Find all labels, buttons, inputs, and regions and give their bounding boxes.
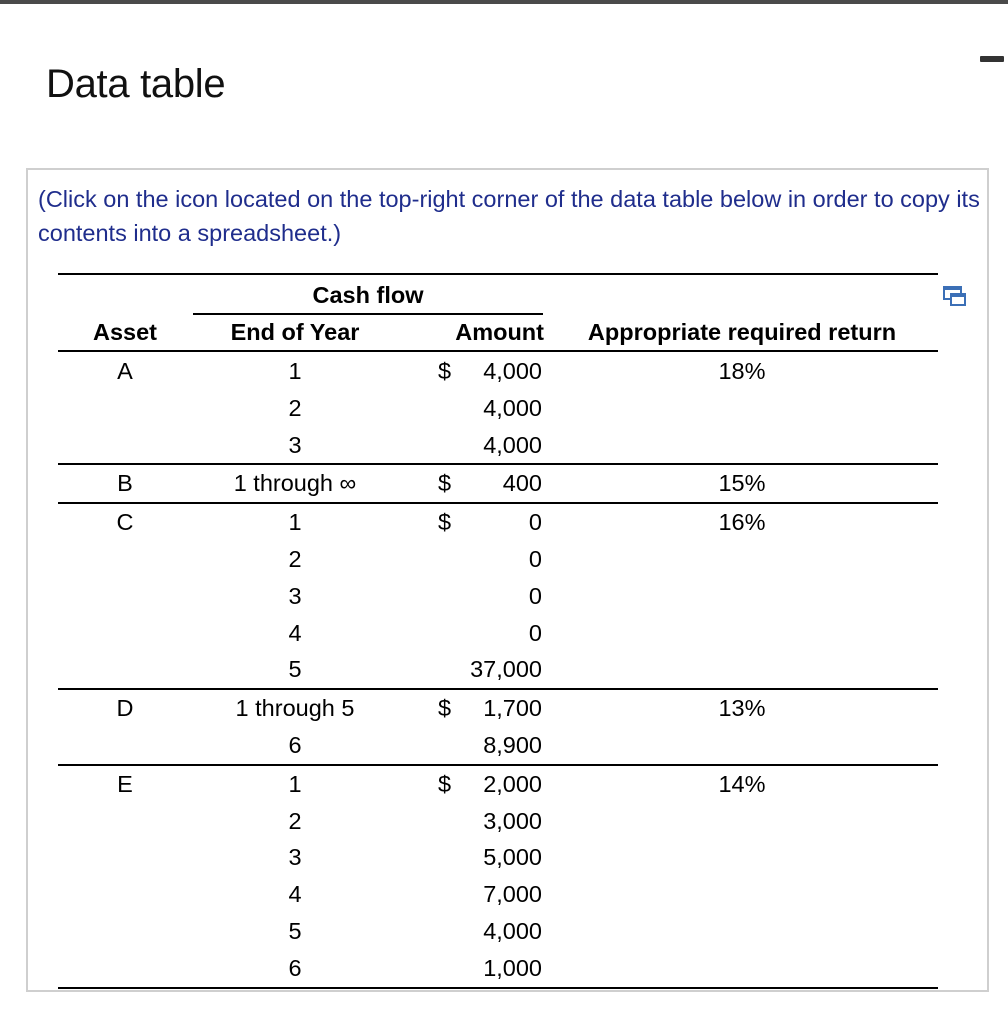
amount-cell: 8,900	[483, 732, 542, 758]
amount-cell: 4,000	[483, 394, 542, 421]
end-of-year-cell: 2	[288, 546, 302, 572]
header-asset: Asset	[92, 319, 157, 345]
end-of-year-cell: 1	[288, 509, 302, 536]
end-of-year-cell: 6	[288, 732, 302, 758]
end-of-year-cell: 1	[288, 770, 302, 797]
group-rule	[58, 764, 938, 766]
dollar-sign: $	[438, 770, 452, 797]
end-of-year-cell: 5	[288, 656, 302, 683]
end-of-year-cell: 3	[288, 431, 302, 458]
dollar-sign: $	[438, 358, 452, 384]
amount-cell: 5,000	[483, 844, 542, 871]
amount-cell: 2,000	[483, 770, 542, 797]
amount-cell: 400	[502, 470, 542, 497]
amount-cell: 4,000	[483, 358, 542, 384]
header-end-of-year: End of Year	[230, 319, 360, 345]
amount-cell: 0	[528, 582, 542, 609]
cash-flow-underline	[193, 313, 543, 315]
end-of-year-cell: 1	[288, 358, 302, 384]
amount-cell: 7,000	[483, 881, 542, 908]
group-rule	[58, 502, 938, 504]
asset-label: A	[117, 358, 133, 384]
table-top-rule	[58, 273, 938, 275]
amount-cell: 1,700	[483, 695, 542, 722]
minimize-button[interactable]	[980, 56, 1004, 62]
required-return-cell: 14%	[718, 770, 766, 797]
end-of-year-cell: 3	[288, 844, 302, 871]
end-of-year-cell: 3	[288, 582, 302, 609]
required-return-cell: 13%	[718, 695, 766, 722]
asset-label: C	[116, 509, 134, 536]
dollar-sign: $	[438, 509, 452, 536]
header-amount: Amount	[455, 319, 544, 345]
end-of-year-cell: 4	[288, 881, 302, 908]
end-of-year-cell: 2	[288, 807, 302, 834]
group-rule	[58, 688, 938, 690]
amount-cell: 0	[528, 509, 542, 536]
instructions-text: (Click on the icon located on the top-right corner of the data table below in order to copy its contents into a spreadsheet.)	[38, 186, 980, 246]
cash-flow-group-header: Cash flow	[312, 282, 424, 308]
end-of-year-cell: 1 through 5	[235, 695, 355, 722]
header-rule	[58, 350, 938, 352]
amount-cell: 4,000	[483, 431, 542, 458]
amount-cell: 0	[528, 619, 542, 646]
asset-label: D	[116, 695, 134, 722]
end-of-year-cell: 2	[288, 394, 302, 421]
amount-cell: 4,000	[483, 918, 542, 944]
dialog-title: Data table	[46, 62, 226, 106]
header-required-return: Appropriate required return	[587, 319, 897, 345]
group-rule	[58, 463, 938, 465]
end-of-year-cell: 5	[288, 918, 302, 944]
amount-cell: 1,000	[483, 954, 542, 981]
amount-cell: 37,000	[470, 656, 542, 683]
copy-to-spreadsheet-icon[interactable]	[942, 283, 968, 309]
amount-cell: 3,000	[483, 807, 542, 834]
asset-label: B	[117, 470, 133, 497]
dollar-sign: $	[438, 470, 452, 497]
table-bottom-rule	[58, 987, 938, 989]
required-return-cell: 18%	[718, 358, 766, 384]
end-of-year-cell: 1 through ∞	[233, 470, 357, 497]
end-of-year-cell: 4	[288, 619, 302, 646]
end-of-year-cell: 6	[288, 954, 302, 981]
asset-label: E	[117, 770, 133, 797]
window-top-border	[0, 0, 1008, 4]
amount-cell: 0	[528, 546, 542, 572]
required-return-cell: 15%	[718, 470, 766, 497]
required-return-cell: 16%	[718, 509, 766, 536]
dollar-sign: $	[438, 695, 452, 722]
